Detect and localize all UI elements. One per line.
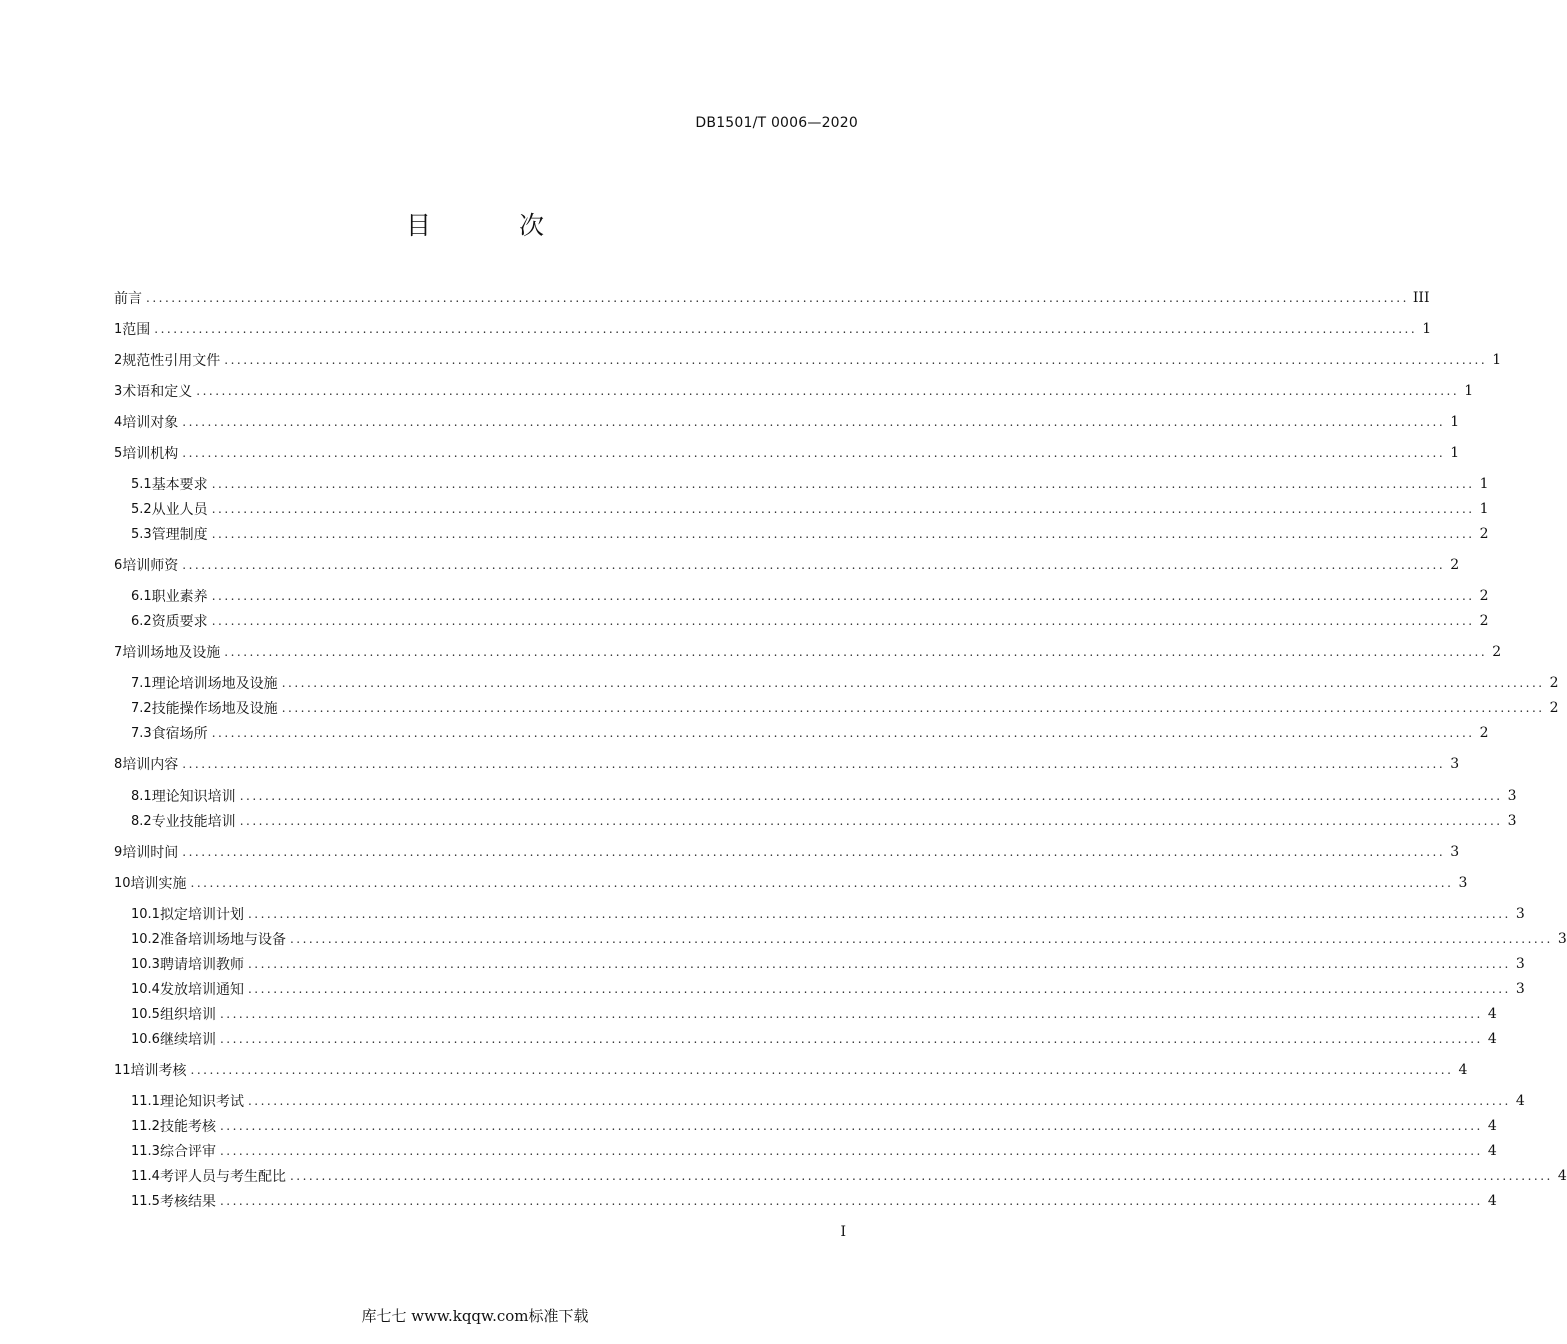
toc-entry-title: 食宿场所 (151, 726, 208, 742)
toc-entry-title: 考评人员与考生配比 (159, 1169, 286, 1185)
toc-entry-title: 培训场地及设施 (122, 645, 221, 661)
toc-entry[interactable] (131, 1191, 1497, 1211)
toc-entry-number: 8 (114, 756, 123, 772)
toc-entry-number: 6.2 (131, 613, 152, 629)
toc-leader-dots: ........................................................................................................................................................................................................ (247, 957, 1511, 971)
toc-entry-title: 培训考核 (130, 1063, 187, 1079)
toc-leader-dots: ........................................................................................................................................................................................................ (247, 982, 1511, 996)
toc-entry[interactable] (131, 979, 1525, 999)
toc-entry-page: 3 (1458, 875, 1468, 891)
toc-entry-number: 5.2 (131, 501, 152, 517)
footer-watermark: 库七七 www.kqqw.com标准下载 (361, 1307, 589, 1325)
toc-entry[interactable] (131, 673, 1559, 693)
toc-entry-title: 准备培训场地与设备 (159, 932, 286, 948)
toc-entry-title: 资质要求 (151, 614, 208, 630)
toc-entry-page: 3 (1450, 844, 1460, 860)
toc-entry-page: 2 (1492, 644, 1502, 660)
toc-entry-title: 技能操作场地及设施 (151, 701, 278, 717)
toc-entry[interactable] (131, 954, 1525, 974)
toc-entry-title: 继续培训 (159, 1032, 216, 1048)
toc-entry-title: 理论培训场地及设施 (151, 676, 278, 692)
toc-entry-number: 10.1 (131, 906, 160, 922)
toc-leader-dots: ........................................................................................................................................................................................................ (281, 701, 1545, 715)
toc-entry-title: 规范性引用文件 (122, 353, 221, 369)
toc-entry-page: 1 (1464, 383, 1474, 399)
toc-entry-page: 4 (1487, 1031, 1497, 1047)
toc-entry-number: 前 (114, 291, 128, 307)
toc-leader-dots: ........................................................................................................................................................................................................ (219, 1007, 1483, 1021)
toc-entry[interactable] (114, 873, 1468, 893)
toc-entry-page: 2 (1479, 725, 1489, 741)
toc-leader-dots: ........................................................................................................................................................................................................ (219, 1032, 1483, 1046)
toc-entry[interactable] (131, 1004, 1497, 1024)
toc-entry-title: 培训实施 (130, 876, 187, 892)
toc-leader-dots: ........................................................................................................................................................................................................ (182, 558, 1446, 572)
toc-entry-page: 4 (1487, 1006, 1497, 1022)
toc-entry-title: 从业人员 (151, 502, 208, 518)
toc-leader-dots: ........................................................................................................................................................................................................ (281, 676, 1545, 690)
toc-leader-dots: ........................................................................................................................................................................................................ (211, 589, 1475, 603)
toc-entry[interactable] (131, 499, 1489, 519)
toc-entry[interactable] (131, 786, 1517, 806)
toc-entry-title: 组织培训 (159, 1007, 216, 1023)
toc-entry-page: 3 (1515, 981, 1525, 997)
toc-entry[interactable] (114, 754, 1460, 774)
toc-entry-page: 1 (1450, 414, 1460, 430)
toc-entry-page: 4 (1487, 1143, 1497, 1159)
toc-entry-title: 管理制度 (151, 527, 208, 543)
toc-entry[interactable] (114, 443, 1460, 463)
toc-entry[interactable] (114, 412, 1460, 432)
toc-entry-number: 10.5 (131, 1006, 160, 1022)
toc-entry-page: 4 (1458, 1062, 1468, 1078)
toc-entry-title: 理论知识考试 (159, 1094, 244, 1110)
toc-entry-page: 3 (1507, 788, 1517, 804)
toc-entry[interactable] (114, 288, 1430, 308)
toc-entry-page: 2 (1479, 588, 1489, 604)
toc-entry-page: 4 (1557, 1168, 1567, 1184)
toc-entry-page: 3 (1507, 813, 1517, 829)
toc-entry[interactable] (114, 842, 1460, 862)
toc-leader-dots: ........................................................................................................................................................................................................ (224, 353, 1488, 367)
toc-entry[interactable] (131, 1166, 1567, 1186)
toc-entry-number: 11.2 (131, 1118, 160, 1134)
toc-entry[interactable] (114, 1060, 1468, 1080)
toc-entry-number: 8.1 (131, 788, 152, 804)
toc-leader-dots: ........................................................................................................................................................................................................ (289, 1169, 1553, 1183)
toc-entry-title: 培训机构 (122, 446, 179, 462)
toc-entry-title: 言 (128, 291, 142, 307)
toc-entry-number: 11 (114, 1062, 131, 1078)
toc-entry[interactable] (131, 1029, 1497, 1049)
toc-entry-number: 7.2 (131, 700, 152, 716)
toc-leader-dots: ........................................................................................................................................................................................................ (182, 757, 1446, 771)
toc-entry-page: 3 (1557, 931, 1567, 947)
toc-entry[interactable] (131, 811, 1517, 831)
toc-entry-number: 10.6 (131, 1031, 160, 1047)
document-code: DB1501/T 0006—2020 (695, 115, 858, 131)
toc-entry-number: 10.3 (131, 956, 160, 972)
toc-leader-dots: ........................................................................................................................................................................................................ (239, 814, 1503, 828)
toc-entry-page: 1 (1479, 501, 1489, 517)
toc-entry[interactable] (131, 524, 1489, 544)
toc-entry-page: 1 (1450, 445, 1460, 461)
toc-entry-page: 2 (1549, 675, 1559, 691)
toc-entry-title: 职业素养 (151, 589, 208, 605)
toc-entry-title: 培训师资 (122, 558, 179, 574)
toc-entry-page: 1 (1422, 321, 1432, 337)
toc-entry-number: 10.2 (131, 931, 160, 947)
toc-entry-number: 2 (114, 352, 123, 368)
toc-leader-dots: ........................................................................................................................................................................................................ (211, 502, 1475, 516)
toc-entry[interactable] (131, 611, 1489, 631)
toc-entry-page: 1 (1479, 476, 1489, 492)
toc-leader-dots: ........................................................................................................................................................................................................ (219, 1144, 1483, 1158)
toc-leader-dots: ........................................................................................................................................................................................................ (219, 1194, 1483, 1208)
toc-entry-number: 11.5 (131, 1193, 160, 1209)
toc-entry-title: 培训内容 (122, 757, 179, 773)
toc-entry[interactable] (131, 1091, 1525, 1111)
toc-entry-number: 7.3 (131, 725, 152, 741)
toc-entry-page: 3 (1515, 906, 1525, 922)
toc-entry-number: 6 (114, 557, 123, 573)
toc-entry-page: 4 (1515, 1093, 1525, 1109)
toc-entry-number: 7 (114, 644, 123, 660)
toc-entry-title: 技能考核 (159, 1119, 216, 1135)
toc-leader-dots: ........................................................................................................................................................................................................ (211, 477, 1475, 491)
toc-entry-title: 术语和定义 (122, 384, 193, 400)
toc-entry[interactable] (131, 929, 1567, 949)
toc-leader-dots: ........................................................................................................................................................................................................ (190, 1063, 1454, 1077)
toc-entry-title: 培训时间 (122, 845, 179, 861)
toc-entry-page: 2 (1479, 526, 1489, 542)
toc-entry-page: 4 (1487, 1193, 1497, 1209)
toc-entry-number: 4 (114, 414, 123, 430)
toc-entry-title: 范围 (122, 322, 151, 338)
toc-leader-dots: ........................................................................................................................................................................................................ (182, 845, 1446, 859)
toc-entry-page: III (1412, 290, 1430, 306)
toc-leader-dots: ........................................................................................................................................................................................................ (190, 876, 1454, 890)
toc-leader-dots: ........................................................................................................................................................................................................ (219, 1119, 1483, 1133)
toc-entry-number: 11.4 (131, 1168, 160, 1184)
toc-entry-page: 3 (1450, 756, 1460, 772)
toc-entry-page: 2 (1549, 700, 1559, 716)
toc-entry-title: 综合评审 (159, 1144, 216, 1160)
toc-leader-dots: ........................................................................................................................................................................................................ (182, 415, 1446, 429)
toc-leader-dots: ........................................................................................................................................................................................................ (146, 291, 1409, 305)
toc-entry-number: 9 (114, 844, 123, 860)
toc-entry-number: 1 (114, 321, 123, 337)
toc-leader-dots: ........................................................................................................................................................................................................ (196, 384, 1460, 398)
toc-entry-number: 11.1 (131, 1093, 160, 1109)
toc-entry-title: 发放培训通知 (159, 982, 244, 998)
toc-entry-number: 5.1 (131, 476, 152, 492)
toc-entry-number: 11.3 (131, 1143, 160, 1159)
toc-leader-dots: ........................................................................................................................................................................................................ (211, 527, 1475, 541)
toc-entry[interactable] (131, 1116, 1497, 1136)
toc-entry-title: 培训对象 (122, 415, 179, 431)
toc-leader-dots: ........................................................................................................................................................................................................ (247, 907, 1511, 921)
toc-entry-number: 8.2 (131, 813, 152, 829)
toc-entry-page: 3 (1515, 956, 1525, 972)
toc-entry-number: 10 (114, 875, 131, 891)
toc-entry[interactable] (131, 904, 1525, 924)
toc-leader-dots: ........................................................................................................................................................................................................ (289, 932, 1553, 946)
toc-leader-dots: ........................................................................................................................................................................................................ (224, 645, 1488, 659)
toc-entry-title: 专业技能培训 (151, 814, 236, 830)
toc-entry-number: 10.4 (131, 981, 160, 997)
toc-entry-page: 2 (1450, 557, 1460, 573)
toc-entry[interactable] (131, 698, 1559, 718)
toc-entry[interactable] (131, 474, 1489, 494)
toc-entry-number: 3 (114, 383, 123, 399)
toc-title: 目 次 (406, 211, 584, 240)
toc-entry-page: 1 (1492, 352, 1502, 368)
toc-entry-page: 2 (1479, 613, 1489, 629)
toc-entry-page: 4 (1487, 1118, 1497, 1134)
toc-leader-dots: ........................................................................................................................................................................................................ (239, 789, 1503, 803)
toc-entry-title: 聘请培训教师 (159, 957, 244, 973)
toc-leader-dots: ........................................................................................................................................................................................................ (211, 726, 1475, 740)
toc-leader-dots: ........................................................................................................................................................................................................ (182, 446, 1446, 460)
toc-entry[interactable] (114, 642, 1502, 662)
toc-entry[interactable] (114, 319, 1432, 339)
toc-leader-dots: ........................................................................................................................................................................................................ (211, 614, 1475, 628)
toc-entry[interactable] (114, 350, 1502, 370)
toc-leader-dots: ........................................................................................................................................................................................................ (154, 322, 1418, 336)
toc-entry[interactable] (131, 723, 1489, 743)
toc-entry[interactable] (114, 555, 1460, 575)
toc-entry-title: 基本要求 (151, 477, 208, 493)
toc-entry-title: 考核结果 (159, 1194, 216, 1210)
toc-entry-number: 7.1 (131, 675, 152, 691)
toc-entry-number: 5.3 (131, 526, 152, 542)
toc-entry-number: 5 (114, 445, 123, 461)
page-number: I (840, 1224, 846, 1240)
toc-entry[interactable] (131, 1141, 1497, 1161)
toc-entry-title: 理论知识培训 (151, 789, 236, 805)
toc-entry[interactable] (131, 586, 1489, 606)
toc-entry-number: 6.1 (131, 588, 152, 604)
toc-entry[interactable] (114, 381, 1474, 401)
toc-entry-title: 拟定培训计划 (159, 907, 244, 923)
toc-leader-dots: ........................................................................................................................................................................................................ (247, 1094, 1511, 1108)
